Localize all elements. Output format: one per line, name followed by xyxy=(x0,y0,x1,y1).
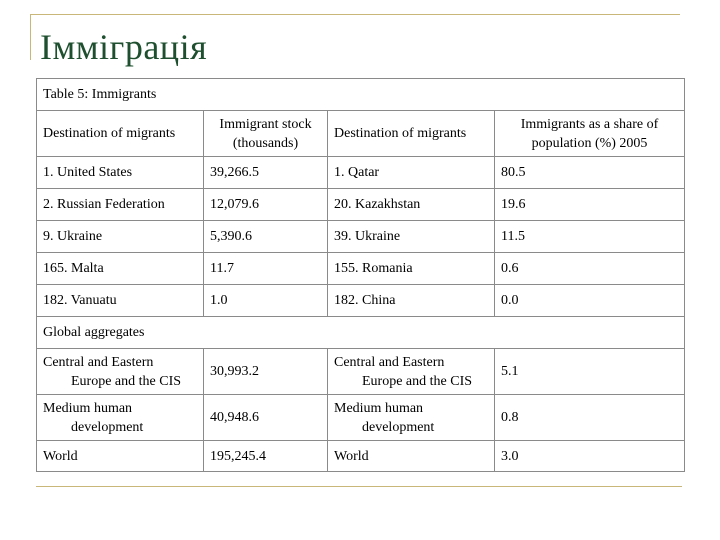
cell-share: 5.1 xyxy=(495,349,685,395)
table-header-row xyxy=(37,111,685,157)
cell-destination: 182. Vanuatu xyxy=(37,285,204,317)
decorative-bottom-line xyxy=(36,486,682,487)
cell-destination: 1. Qatar xyxy=(328,157,495,189)
immigrants-table xyxy=(36,78,685,472)
table-row xyxy=(37,157,685,189)
table-row xyxy=(37,221,685,253)
cell-destination: Central and Eastern Europe and the CIS xyxy=(328,349,495,395)
decorative-vertical-line xyxy=(30,14,31,60)
cell-destination: 39. Ukraine xyxy=(328,221,495,253)
cell-destination: Central and Eastern Europe and the CIS xyxy=(37,349,204,395)
cell-destination: World xyxy=(37,441,204,472)
cell-stock: 195,245.4 xyxy=(204,441,328,472)
cell-share: 0.0 xyxy=(495,285,685,317)
cell-stock: 12,079.6 xyxy=(204,189,328,221)
table-caption: Table 5: Immigrants xyxy=(37,79,685,111)
cell-destination: World xyxy=(328,441,495,472)
table-row xyxy=(37,253,685,285)
table-caption-row xyxy=(37,79,685,111)
cell-stock: 1.0 xyxy=(204,285,328,317)
aggregate-row xyxy=(37,441,685,472)
header-immigrant-stock: Immigrant stock (thousands) xyxy=(204,111,328,157)
cell-stock: 40,948.6 xyxy=(204,395,328,441)
header-destination-1: Destination of migrants xyxy=(37,111,204,157)
aggregate-row xyxy=(37,395,685,441)
cell-share: 11.5 xyxy=(495,221,685,253)
cell-stock: 11.7 xyxy=(204,253,328,285)
section-row xyxy=(37,317,685,349)
cell-share: 19.6 xyxy=(495,189,685,221)
table-row xyxy=(37,189,685,221)
cell-destination: 155. Romania xyxy=(328,253,495,285)
cell-stock: 39,266.5 xyxy=(204,157,328,189)
cell-destination: Medium human development xyxy=(37,395,204,441)
cell-stock: 30,993.2 xyxy=(204,349,328,395)
cell-share: 0.6 xyxy=(495,253,685,285)
table-row xyxy=(37,285,685,317)
aggregate-row xyxy=(37,349,685,395)
cell-destination: 2. Russian Federation xyxy=(37,189,204,221)
cell-share: 0.8 xyxy=(495,395,685,441)
cell-share: 80.5 xyxy=(495,157,685,189)
cell-share: 3.0 xyxy=(495,441,685,472)
header-destination-2: Destination of migrants xyxy=(328,111,495,157)
cell-destination: 182. China xyxy=(328,285,495,317)
cell-destination: 20. Kazakhstan xyxy=(328,189,495,221)
decorative-top-line xyxy=(30,14,680,15)
cell-destination: Medium human development xyxy=(328,395,495,441)
cell-destination: 1. United States xyxy=(37,157,204,189)
cell-destination: 165. Malta xyxy=(37,253,204,285)
section-label: Global aggregates xyxy=(37,317,685,349)
slide-title: Імміграція xyxy=(40,27,208,67)
cell-stock: 5,390.6 xyxy=(204,221,328,253)
header-immigrant-share: Immigrants as a share of population (%) 2005 xyxy=(495,111,685,157)
cell-destination: 9. Ukraine xyxy=(37,221,204,253)
